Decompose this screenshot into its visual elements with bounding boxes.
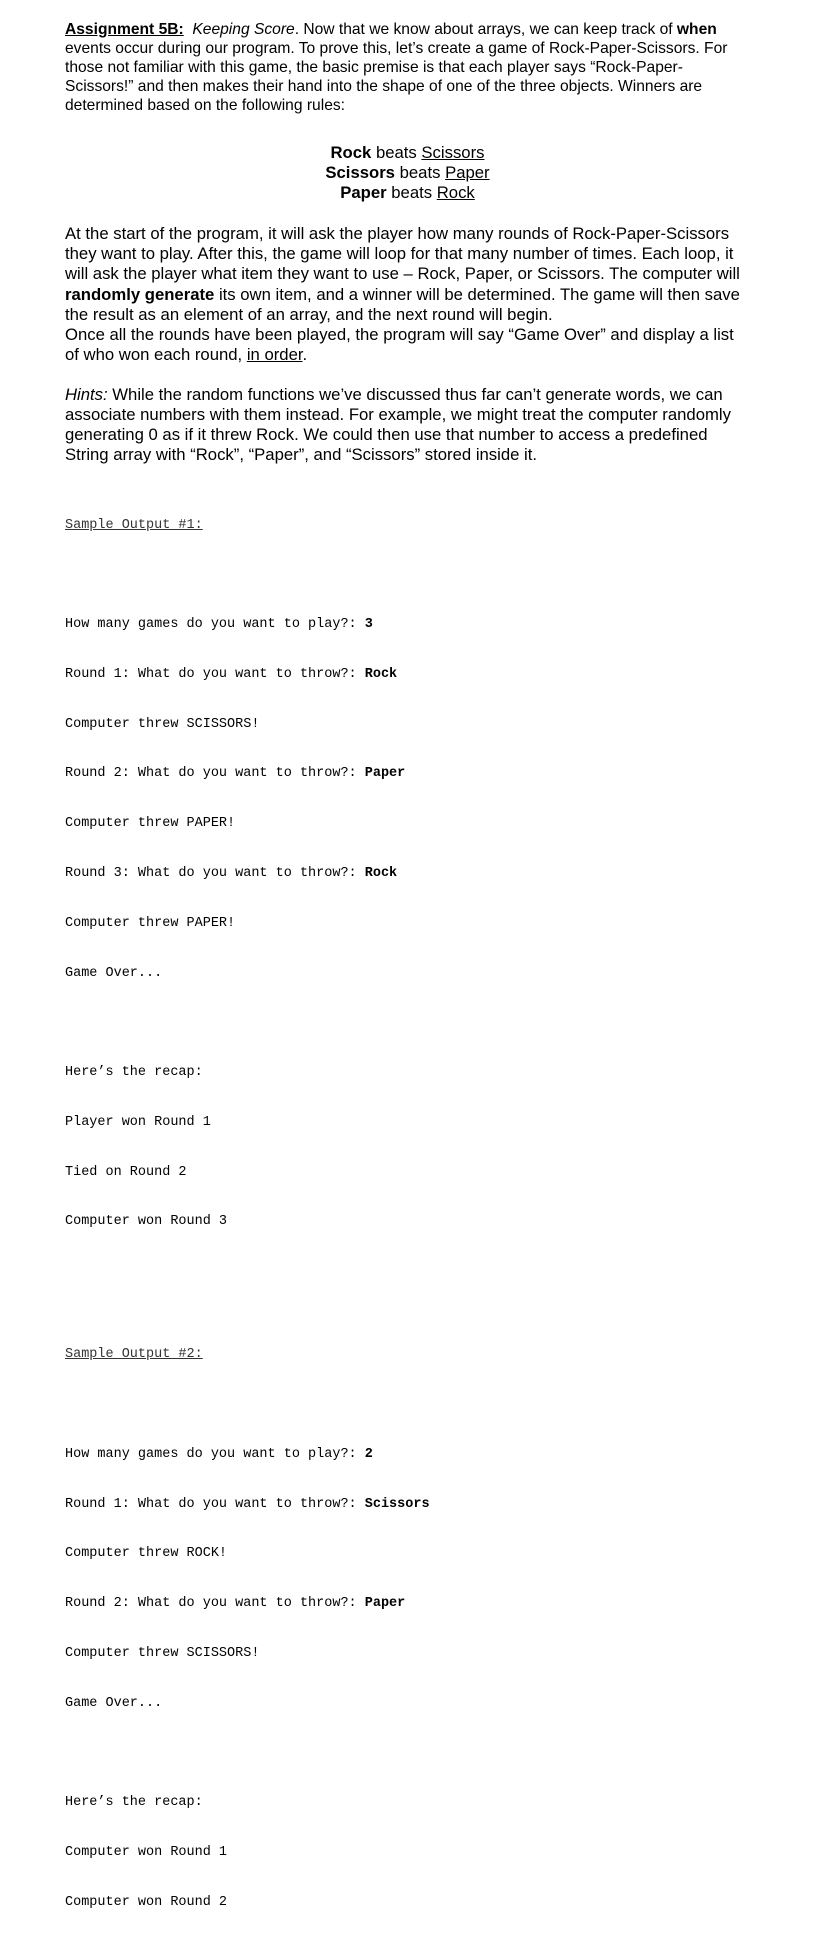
rules-list	[65, 115, 750, 224]
console-line: Game Over...	[65, 1695, 163, 1711]
sample-output-2	[65, 1314, 750, 1945]
description-paragraph-2	[65, 325, 750, 365]
console-prompt: Round 2: What do you want to throw?:	[65, 766, 365, 782]
description-underlined: in order	[246, 344, 303, 364]
assignment-title: Keeping Score	[192, 21, 295, 38]
console-input: Paper	[364, 1596, 406, 1612]
sample-output-1	[65, 484, 750, 1314]
description-bold: randomly generate	[65, 284, 215, 304]
console-line	[65, 866, 750, 883]
intro-paragraph	[65, 20, 750, 115]
description-text: .	[302, 344, 308, 364]
console-prompt: Round 1: What do you want to throw?:	[65, 1496, 365, 1512]
console-prompt: Round 1: What do you want to throw?:	[65, 666, 365, 682]
console-input: Rock	[364, 865, 398, 881]
console-line: Computer won Round 3	[65, 1214, 228, 1230]
console-line: Game Over...	[65, 965, 163, 981]
rule-verb: beats	[386, 183, 437, 203]
rule-loser: Paper	[445, 163, 490, 183]
hints-text: While the random functions we’ve discussed thus far can’t generate words, we can associate numbers with them instead. For example, we might treat the computer randomly generating 0 as if it threw Rock. We could then use that number to access a predefined String array with “Rock”, “Paper”, and “Scissors” stored inside it.	[65, 384, 731, 465]
console-line	[65, 766, 750, 783]
console-line	[65, 1497, 750, 1514]
rule-paper	[65, 183, 750, 203]
console-line: Computer threw SCISSORS!	[65, 716, 260, 732]
console-prompt: How many games do you want to play?:	[65, 1446, 365, 1462]
rule-verb: beats	[371, 143, 422, 162]
intro-text-2: events occur during our program. To prove this, let’s create a game of Rock-Paper-Scissors. For those not familiar with this game, the basic premise is that each player says “Rock-Paper-Scissors!” and then makes their hand into the shape of one of the three objects. Winners are determined based on the following rules:	[65, 40, 728, 114]
description-text: At the start of the program, it will ask the player how many rounds of Rock-Paper-Scissors they want to play. After this, the game will loop for that many number of times. Each loop, it will ask the player what item they want to use – Rock, Paper, or Scissors. The computer will	[65, 224, 740, 284]
rule-winner: Scissors	[325, 163, 395, 183]
console-line: Computer threw ROCK!	[65, 1546, 228, 1562]
console-line: Computer threw PAPER!	[65, 915, 236, 931]
description-paragraph-1	[65, 224, 750, 324]
console-line: Here’s the recap:	[65, 1795, 203, 1811]
console-line	[65, 1596, 750, 1613]
hints-paragraph	[65, 385, 750, 465]
rule-winner: Paper	[340, 183, 387, 203]
console-line: Computer threw PAPER!	[65, 816, 236, 832]
hints-label: Hints:	[65, 384, 108, 404]
console-line	[65, 1447, 750, 1464]
rule-verb: beats	[394, 163, 446, 183]
console-line: Player won Round 1	[65, 1114, 211, 1130]
sample-heading: Sample Output #2:	[65, 1347, 203, 1363]
sample-heading: Sample Output #1:	[65, 517, 203, 533]
console-input: Paper	[364, 766, 406, 782]
console-input: Rock	[364, 666, 398, 682]
assignment-label: Assignment 5B:	[65, 21, 184, 38]
rule-winner: Rock	[330, 143, 372, 162]
console-line: Here’s the recap:	[65, 1065, 203, 1081]
rule-loser: Rock	[436, 183, 475, 203]
console-line	[65, 617, 750, 634]
rule-scissors	[65, 163, 750, 183]
console-line: Tied on Round 2	[65, 1164, 187, 1180]
rule-loser: Scissors	[421, 143, 485, 162]
console-line	[65, 667, 750, 684]
description-text: its own item, and a winner will be determined. The game will then save the result as an element of an array, and the next round will begin.	[65, 284, 740, 324]
console-input: 2	[364, 1446, 373, 1462]
description-text: Once all the rounds have been played, the program will say “Game Over” and display a list of who won each round,	[65, 324, 734, 364]
console-line: Computer won Round 2	[65, 1894, 228, 1910]
console-input: 3	[364, 617, 373, 633]
rule-rock	[65, 143, 750, 163]
console-prompt: How many games do you want to play?:	[65, 617, 365, 633]
intro-text-1: . Now that we know about arrays, we can keep track of	[294, 21, 677, 38]
console-input: Scissors	[364, 1496, 430, 1512]
console-prompt: Round 2: What do you want to throw?:	[65, 1596, 365, 1612]
console-prompt: Round 3: What do you want to throw?:	[65, 865, 365, 881]
console-line: Computer won Round 1	[65, 1845, 228, 1860]
console-line: Computer threw SCISSORS!	[65, 1645, 260, 1661]
assignment-page	[65, 20, 750, 1945]
intro-when: when	[676, 21, 717, 38]
